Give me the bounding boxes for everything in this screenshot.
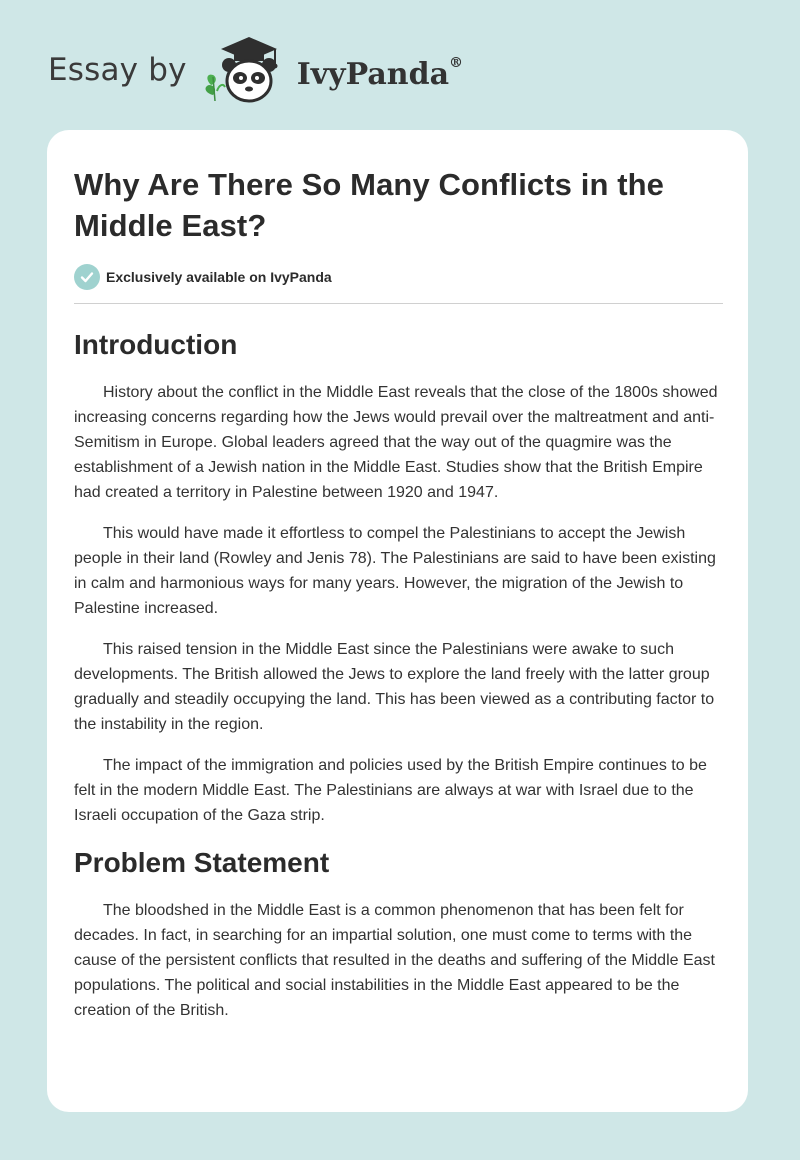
essay-by-label: Essay by (48, 52, 187, 88)
paragraph: The impact of the immigration and policies used by the British Empire continues to be felt in the modern Middle East. The Palestinians are always at war with Israel due to the Israeli occupation of the Gaza strip. (74, 757, 707, 824)
section-heading-introduction: Introduction (74, 329, 238, 360)
paragraph: This raised tension in the Middle East since the Palestinians were awake to such developments. The British allowed the Jews to explore the land freely with the latter group gradually and steadily occupying the land. This has been viewed as a contributing factor to the instability in the region. (74, 641, 715, 733)
essay-content (74, 164, 723, 1023)
section-heading-problem-statement: Problem Statement (74, 847, 330, 878)
check-icon (74, 264, 100, 290)
registered-mark: ® (449, 54, 464, 71)
paragraph: This would have made it effortless to compel the Palestinians to accept the Jewish people in their land (Rowley and Jenis 78). The Palestinians are said to have been existing in calm and harmonious ways for many years. However, the migration of the Jewish to Palestine increased. (74, 525, 716, 617)
brand-name[interactable]: IvyPanda® (296, 54, 464, 92)
paragraph: The bloodshed in the Middle East is a common phenomenon that has been felt for decades. In fact, in searching for an impartial solution, one must come to terms with the cause of the persistent conflicts that resulted in the deaths and suffering of the Middle East populations. The political and social instabilities in the Middle East appeared to be the creation of the British. (74, 902, 715, 1019)
essay-title: Why Are There So Many Conflicts in the Middle East? (74, 167, 664, 243)
divider (74, 303, 723, 304)
exclusive-badge-label: Exclusively available on IvyPanda (106, 269, 332, 285)
paragraph: History about the conflict in the Middle East reveals that the close of the 1800s showed increasing concerns regarding how the Jews would prevail over the maltreatment and anti-Semitism in Europe. Global leaders agreed that the way out of the quagmire was the establishment of a Jewish nation in the Middle East. Studies show that the British Empire had created a territory in Palestine between 1920 and 1947. (74, 384, 718, 501)
panda-logo-icon[interactable] (201, 35, 293, 107)
exclusive-badge (74, 264, 723, 290)
site-header (48, 36, 463, 106)
essay-card (47, 130, 748, 1112)
